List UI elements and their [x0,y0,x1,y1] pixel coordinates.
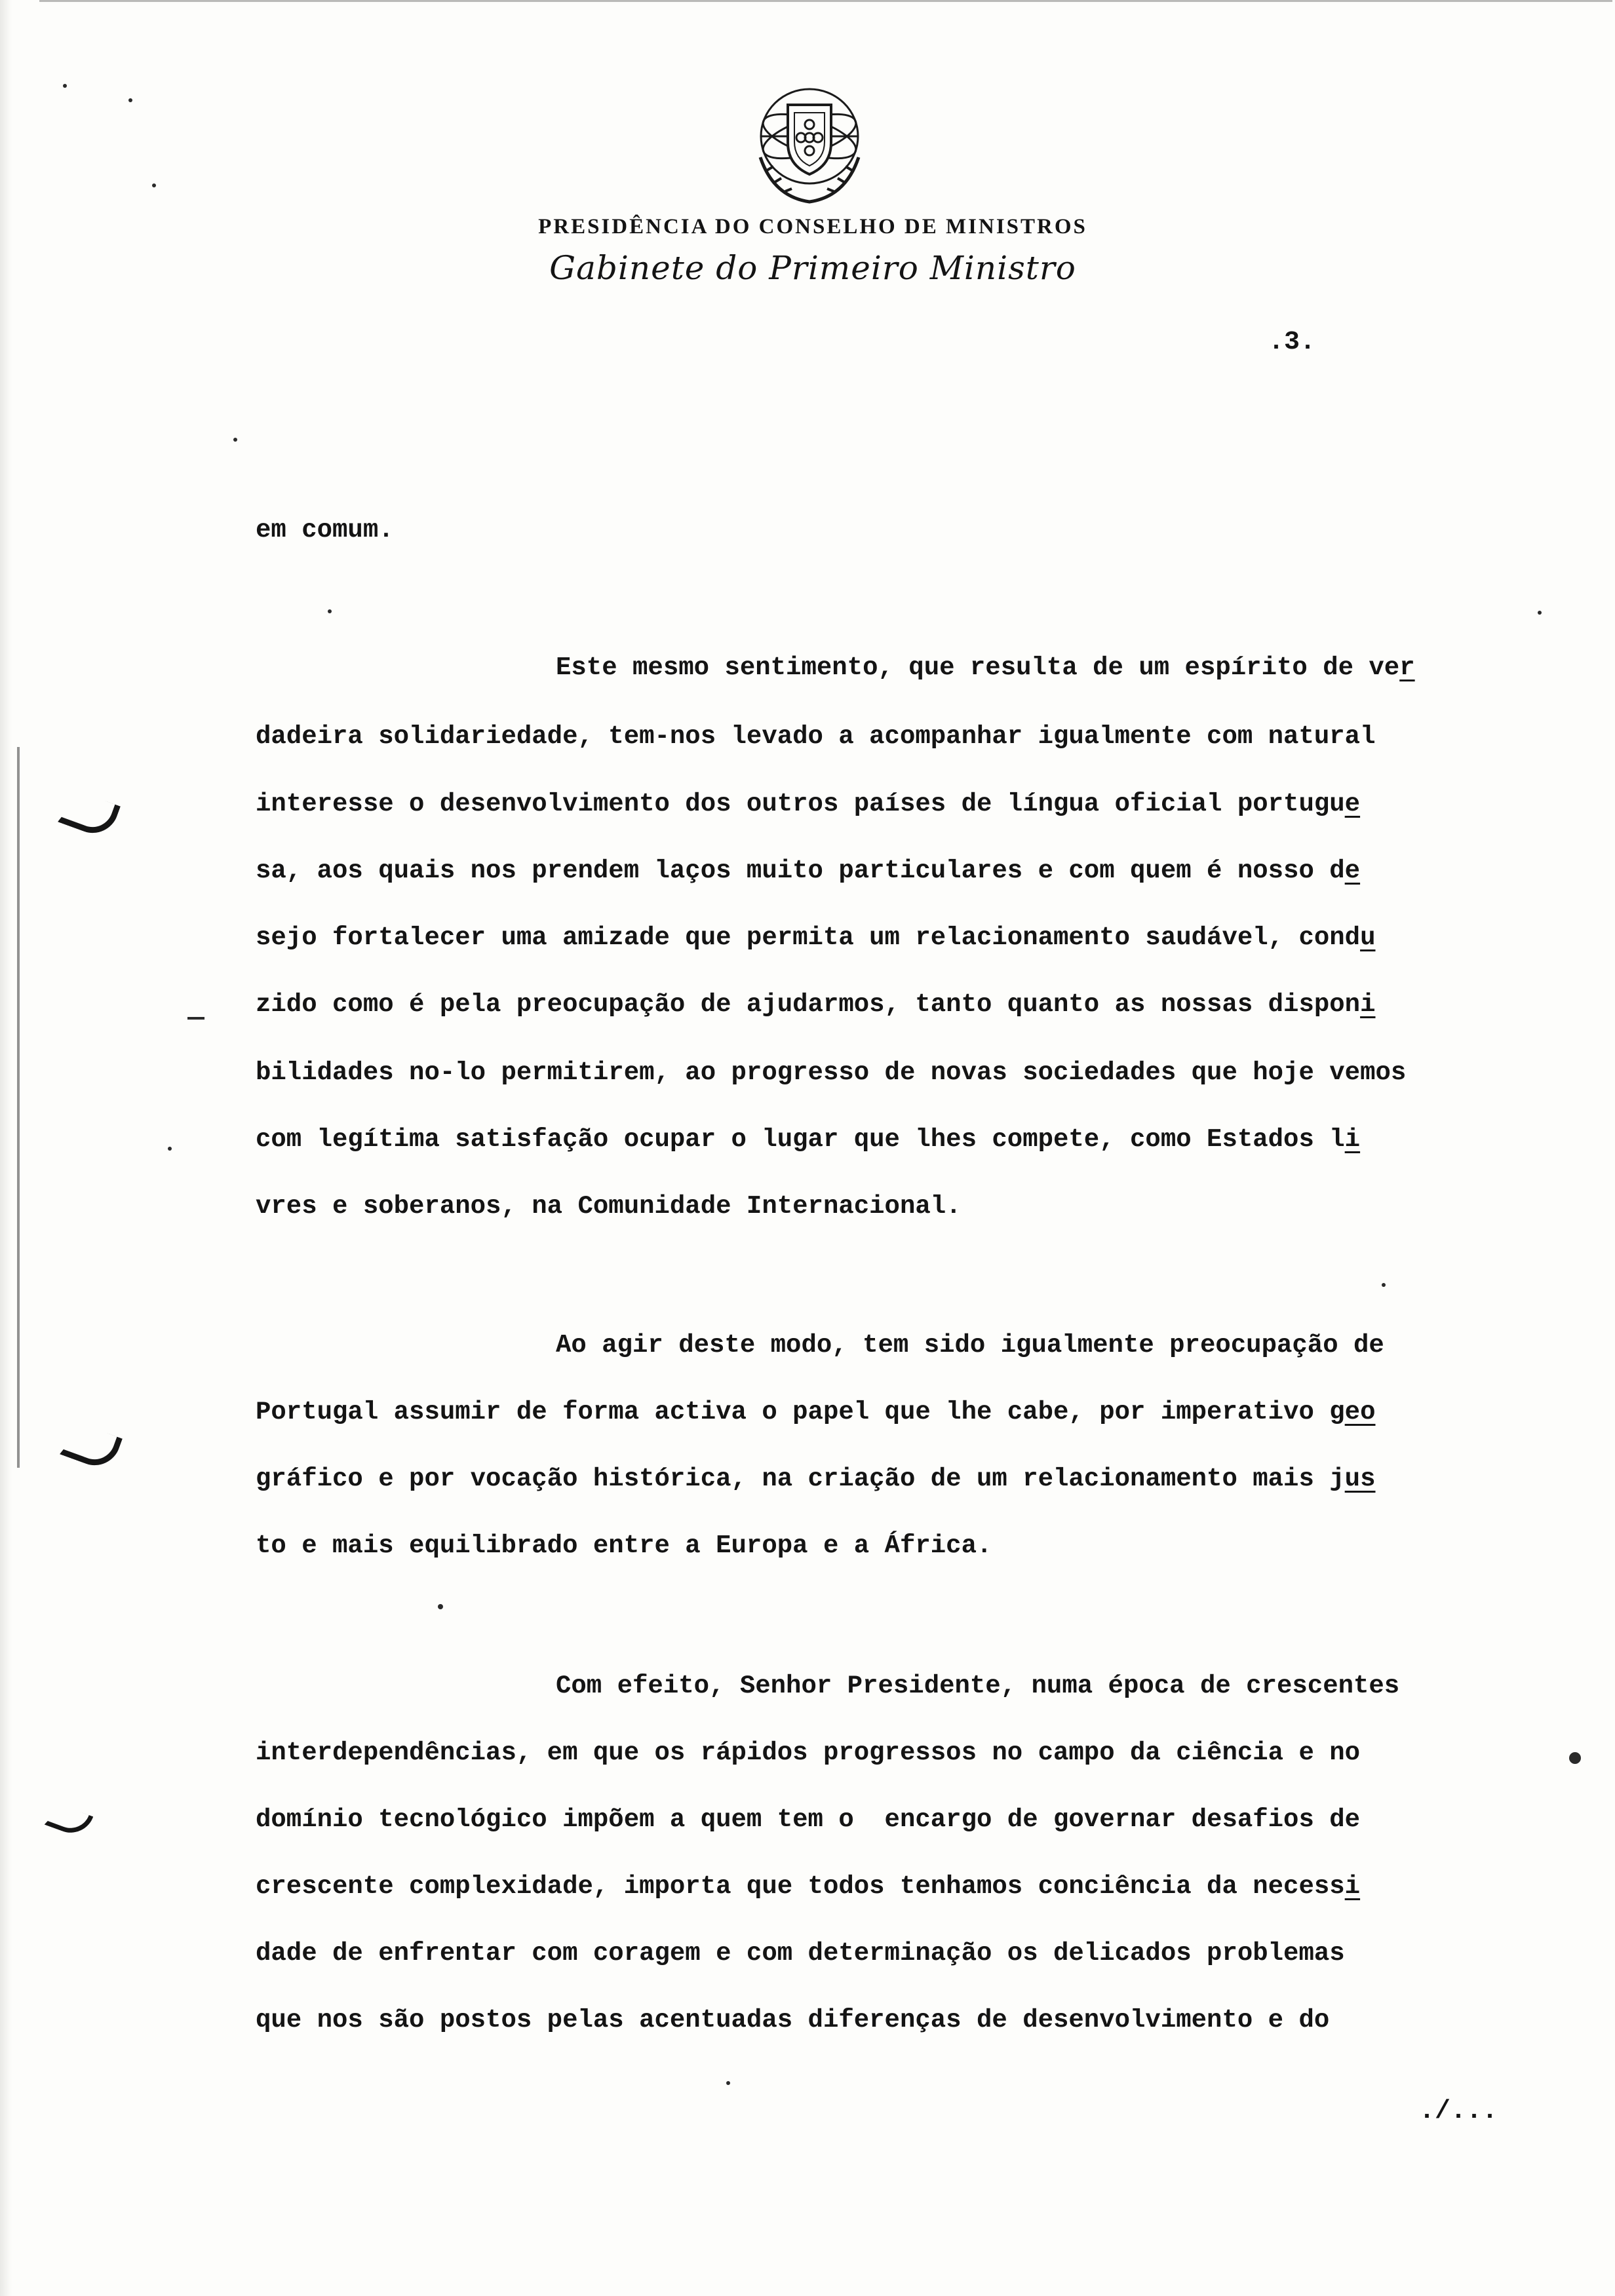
text-line: dade de enfrentar com coragem e com determinação os delicados problemas [256,1939,1345,1968]
text-line: Este mesmo sentimento, que resulta de um espírito de ver [556,653,1415,682]
text-line: bilidades no-lo permitirem, ao progresso de novas sociedades que hoje vemos [256,1058,1407,1087]
continuation-mark: ./... [1419,2097,1498,2126]
coat-of-arms-seal-icon [741,79,878,210]
office-subtitle: Gabinete do Primeiro Ministro [549,249,1076,287]
text-line: vres e soberanos, na Comunidade Internacional. [256,1192,962,1221]
scan-speck [1382,1283,1386,1287]
scan-speck [168,1147,172,1151]
scan-speck [187,1017,204,1020]
scan-speck [63,84,67,88]
text-line: Portugal assumir de forma activa o papel que lhe cabe, por imperativo geo [256,1398,1376,1426]
text-line: com legítima satisfação ocupar o lugar que lhes compete, como Estados li [256,1125,1361,1154]
hyphenation-underline: u [1360,923,1376,952]
scan-speck [1538,611,1542,615]
text-line: em comum. [256,516,394,545]
hyphenation-underline: i [1344,1125,1361,1154]
binding-shadow [17,747,20,1468]
scan-speck [152,183,156,187]
hyphenation-underline: i [1344,1872,1361,1901]
scan-speck [328,609,332,613]
scan-speck [726,2081,730,2085]
text-line: Com efeito, Senhor Presidente, numa época de crescentes [556,1672,1400,1700]
text-line: crescente complexidade, importa que todos tenhamos conciência da necessi [256,1872,1361,1901]
text-line: que nos são postos pelas acentuadas diferenças de desenvolvimento e do [256,2006,1330,2035]
scan-top-edge [39,0,1612,2]
punch-hole-mark [58,788,121,841]
text-line: Ao agir deste modo, tem sido igualmente preocupação de [556,1331,1384,1360]
punch-hole-mark [60,1421,123,1473]
text-line: interesse o desenvolvimento dos outros países de língua oficial portugue [256,790,1361,818]
scan-speck [1569,1752,1581,1764]
text-line: dadeira solidariedade, tem-nos levado a acompanhar igualmente com natural [256,722,1376,751]
hyphenation-underline: eo [1344,1398,1376,1426]
scan-speck [233,438,237,442]
text-line: zido como é pela preocupação de ajudarmos, tanto quanto as nossas disponi [256,990,1376,1019]
hyphenation-underline: e [1344,790,1361,818]
hyphenation-underline: i [1360,990,1376,1019]
hyphenation-underline: us [1344,1464,1376,1493]
hyphenation-underline: e [1344,856,1361,885]
text-line: to e mais equilibrado entre a Europa e a África. [256,1531,992,1560]
text-line: domínio tecnológico impõem a quem tem o encargo de governar desafios de [256,1805,1361,1834]
text-line: sejo fortalecer uma amizade que permita um relacionamento saudável, condu [256,923,1376,952]
punch-hole-mark [45,1802,94,1839]
scan-speck [438,1604,443,1609]
text-line: interdependências, em que os rápidos progressos no campo da ciência e no [256,1738,1361,1767]
binding-edge [0,0,12,2296]
text-line: sa, aos quais nos prendem laços muito particulares e com quem é nosso de [256,856,1361,885]
scan-speck [128,98,132,102]
page-number: .3. [1268,328,1316,357]
hyphenation-underline: r [1399,653,1415,682]
text-line: gráfico e por vocação histórica, na criação de um relacionamento mais jus [256,1464,1376,1493]
organization-title: PRESIDÊNCIA DO CONSELHO DE MINISTROS [538,215,1087,239]
